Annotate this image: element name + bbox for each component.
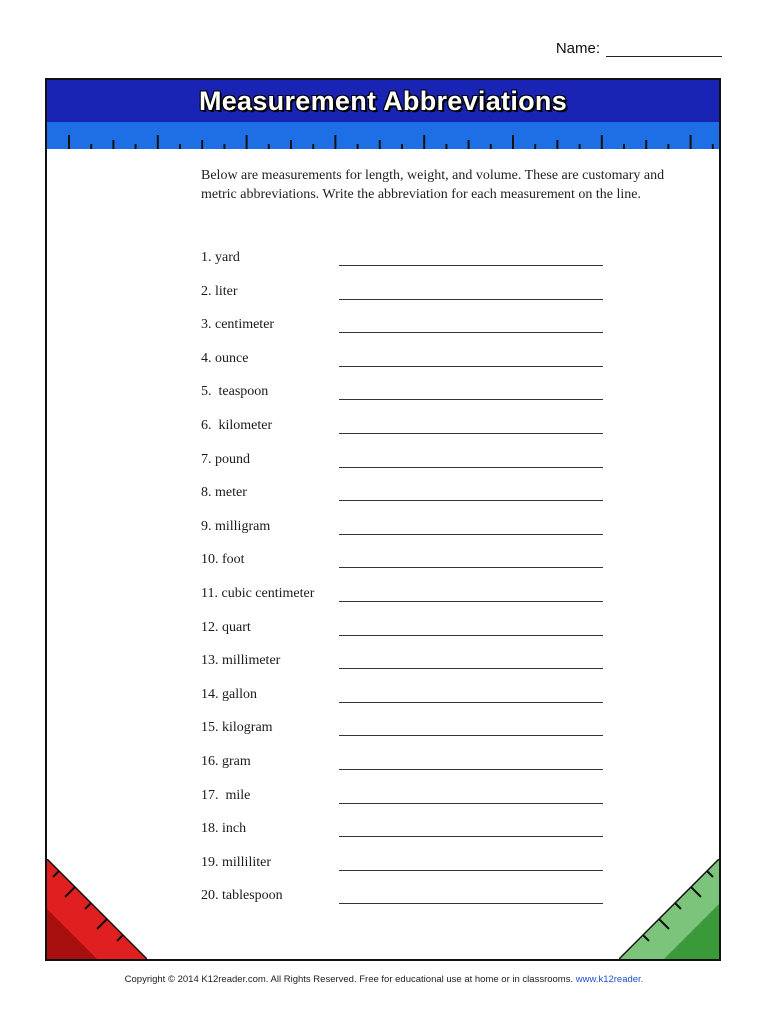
measurement-label: 5. teaspoon xyxy=(201,384,269,400)
answer-line[interactable] xyxy=(339,769,603,770)
measurement-label: 15. kilogram xyxy=(201,720,273,736)
list-item xyxy=(201,317,621,351)
list-item xyxy=(201,888,621,922)
answer-line[interactable] xyxy=(339,803,603,804)
list-item xyxy=(201,284,621,318)
measurement-label: 1. yard xyxy=(201,250,240,265)
answer-line[interactable] xyxy=(339,635,603,636)
answer-line[interactable] xyxy=(339,467,603,468)
measurement-label: 20. tablespoon xyxy=(201,888,283,904)
answer-line[interactable] xyxy=(339,601,603,602)
answer-line[interactable] xyxy=(339,567,603,568)
list-item xyxy=(201,384,621,418)
list-item xyxy=(201,519,621,553)
measurement-label: 16. gram xyxy=(201,753,251,769)
list-item xyxy=(201,552,621,586)
measurement-label: 6. kilometer xyxy=(201,417,273,433)
answer-line[interactable] xyxy=(339,836,603,837)
answer-line[interactable] xyxy=(339,265,603,266)
measurement-label: 12. quart xyxy=(201,619,251,635)
measurement-label: 4. ounce xyxy=(201,350,249,366)
list-item xyxy=(201,754,621,788)
copyright-text: Copyright © 2014 K12reader.com. All Rights Reserved. Free for educational use at home or in classrooms. xyxy=(124,974,574,985)
red-ruler-corner-icon xyxy=(47,859,147,959)
ruler-ticks xyxy=(47,122,719,149)
measurement-label: 18. inch xyxy=(201,821,247,837)
list-item xyxy=(201,452,621,486)
green-ruler-corner-icon xyxy=(619,859,719,959)
list-item xyxy=(201,418,621,452)
worksheet-frame xyxy=(45,78,721,961)
ruler-band xyxy=(47,122,719,149)
measurement-label: 2. liter xyxy=(201,283,238,299)
measurement-label: 14. gallon xyxy=(201,686,257,702)
footer xyxy=(0,974,768,985)
measurement-label: 19. milliliter xyxy=(201,854,271,870)
answer-line[interactable] xyxy=(339,366,603,367)
list-item xyxy=(201,687,621,721)
list-item xyxy=(201,586,621,620)
measurement-list xyxy=(201,250,621,922)
title-band xyxy=(47,80,719,122)
list-item xyxy=(201,351,621,385)
list-item xyxy=(201,620,621,654)
name-field xyxy=(556,40,722,57)
list-item xyxy=(201,821,621,855)
measurement-label: 13. millimeter xyxy=(201,653,281,669)
page-title: Measurement Abbreviations xyxy=(198,85,568,116)
measurement-label: 3. centimeter xyxy=(201,317,275,333)
answer-line[interactable] xyxy=(339,903,603,904)
answer-line[interactable] xyxy=(339,500,603,501)
list-item xyxy=(201,855,621,889)
instructions-text: Below are measurements for length, weight, and volume. These are customary and metric abbreviations. Write the abbreviation for each measurement on the line. xyxy=(201,168,665,202)
list-item xyxy=(201,788,621,822)
answer-line[interactable] xyxy=(339,332,603,333)
answer-line[interactable] xyxy=(339,534,603,535)
measurement-label: 9. milligram xyxy=(201,518,271,534)
list-item xyxy=(201,250,621,284)
answer-line[interactable] xyxy=(339,702,603,703)
answer-line[interactable] xyxy=(339,433,603,434)
measurement-label: 17. mile xyxy=(201,787,251,803)
list-item xyxy=(201,653,621,687)
measurement-label: 10. foot xyxy=(201,552,245,568)
answer-line[interactable] xyxy=(339,299,603,300)
measurement-label: 7. pound xyxy=(201,451,250,467)
answer-line[interactable] xyxy=(339,870,603,871)
answer-line[interactable] xyxy=(339,399,603,400)
measurement-label: 8. meter xyxy=(201,485,247,501)
list-item xyxy=(201,720,621,754)
measurement-label: 11. cubic centimeter xyxy=(201,585,315,601)
list-item xyxy=(201,485,621,519)
name-label: Name: xyxy=(555,40,600,57)
name-blank-line xyxy=(606,40,722,57)
website-link[interactable]: www.k12reader. xyxy=(575,974,644,985)
answer-line[interactable] xyxy=(339,668,603,669)
answer-line[interactable] xyxy=(339,735,603,736)
